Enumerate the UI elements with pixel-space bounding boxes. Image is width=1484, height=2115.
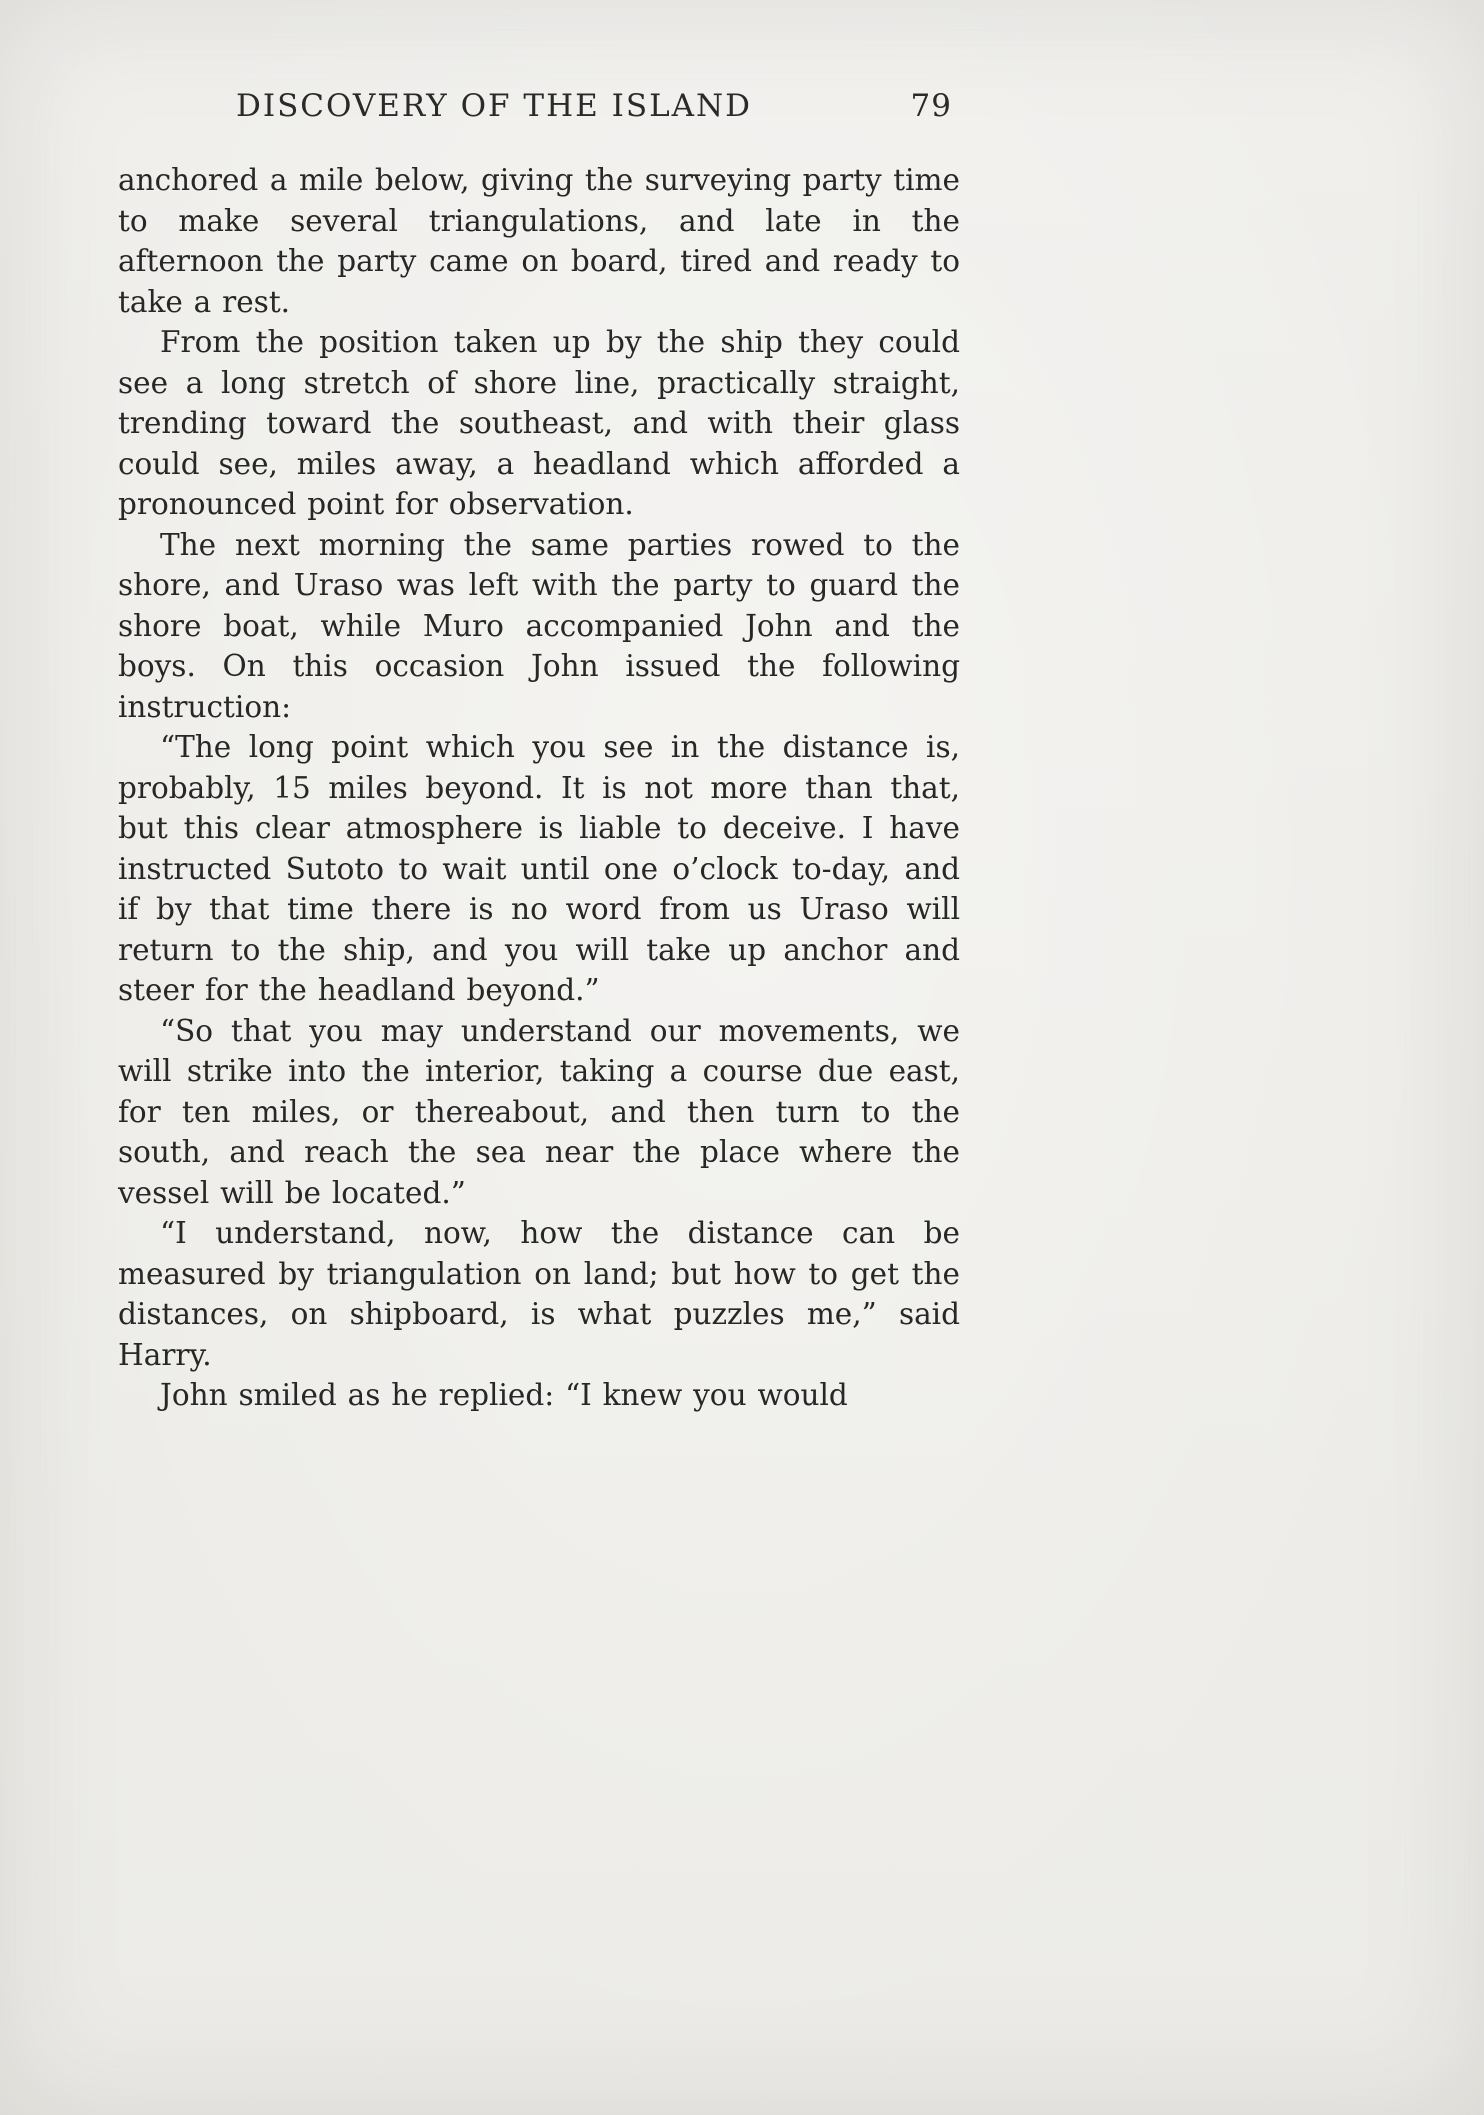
page-number: 79 bbox=[910, 88, 952, 124]
paragraph: “The long point which you see in the distance is, probably, 15 miles beyond. It is not more than that, but this clear atmosphere is liable to deceive. I have instructed Sutoto to wait until one o’clock to-day, and if by that time there is no word from us Uraso will return to the ship, and you will take up anchor and steer for the headland beyond.” bbox=[118, 730, 960, 1007]
body-text bbox=[118, 160, 960, 1416]
text-column bbox=[118, 88, 960, 1416]
paragraph: “So that you may understand our movements, we will strike into the interior, taking a course due east, for ten miles, or thereabout, and then turn to the south, and reach the sea near the place where the vessel will be located.” bbox=[118, 1013, 960, 1210]
paragraph: From the position taken up by the ship they could see a long stretch of shore line, practically straight, trending toward the southeast, and with their glass could see, miles away, a headland which afforded a pronounced point for observation. bbox=[118, 325, 960, 521]
paragraph: “I understand, now, how the distance can be measured by triangulation on land; but how to get the distances, on shipboard, is what puzzles me,” said Harry. bbox=[118, 1216, 960, 1372]
running-head bbox=[118, 88, 960, 134]
chapter-running-title: DISCOVERY OF THE ISLAND bbox=[235, 88, 753, 124]
paragraph: anchored a mile below, giving the surveying party time to make several triangulations, and late in the afternoon the party came on board, tired and ready to take a rest. bbox=[118, 163, 960, 319]
paragraph: John smiled as he replied: “I knew you would bbox=[160, 1378, 848, 1412]
paragraph: The next morning the same parties rowed to the shore, and Uraso was left with the party to guard the shore boat, while Muro accompanied John and the boys. On this occasion John issued the following instruction: bbox=[118, 527, 960, 724]
